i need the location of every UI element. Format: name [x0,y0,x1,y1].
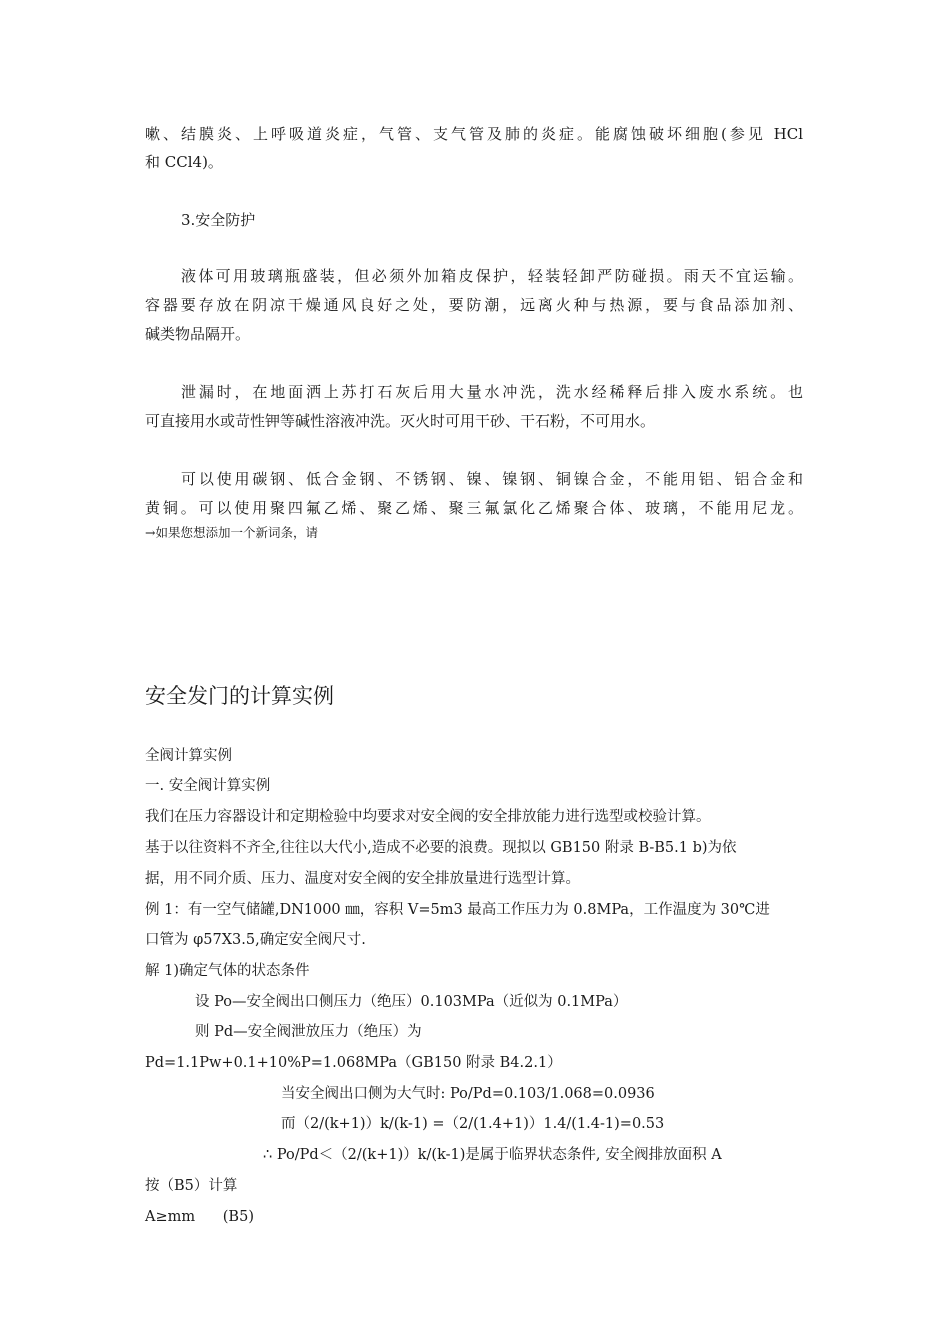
paragraph-line: 泄漏时，在地面洒上苏打石灰后用大量水冲洗，洗水经稀释后排入废水系统。也 [181,383,803,401]
text-line: 按（B5）计算 [145,1178,238,1194]
paragraph-line: 黄铜。可以使用聚四氟乙烯、聚乙烯、聚三氟氯化乙烯聚合体、玻璃，不能用尼龙。 [145,499,803,517]
text-line: 据，用不同介质、压力、温度对安全阀的安全排放量进行选型计算。 [145,871,580,887]
paragraph-line: 可直接用水或苛性钾等碱性溶液冲洗。灭火时可用干砂、干石粉，不可用水。 [145,412,656,430]
text-line: 全阀计算实例 [145,748,232,764]
text-line: 基于以往资料不齐全,往往以大代小,造成不必要的浪费。现拟以 GB150 附录 B-B5.1 b)为依 [145,840,737,856]
text-line: 我们在压力容器设计和定期检验中均要求对安全阀的安全排放能力进行选型或校验计算。 [145,809,711,825]
add-entry-link[interactable]: →如果您想添加一个新词条，请 [145,525,318,540]
paragraph-line: 液体可用玻璃瓶盛装，但必须外加箱皮保护，轻装轻卸严防碰损。雨天不宜运输。 [181,267,803,285]
text-line: 设 Po—安全阀出口侧压力（绝压）0.103MPa（近似为 0.1MPa） [195,994,628,1010]
section-heading: 3.安全防护 [181,211,256,229]
paragraph-line: 容器要存放在阴凉干燥通风良好之处，要防潮，远离火种与热源，要与食品添加剂、 [145,296,803,314]
formula-line: ∴ Po/Pd＜（2/(k+1)）k/(k-1)是属于临界状态条件, 安全阀排放面积 A [263,1147,722,1163]
paragraph-line: 和 CCl4)。 [145,153,223,171]
formula-line: A≥mm (B5) [145,1209,254,1225]
text-line: 例 1：有一空气储罐,DN1000 ㎜，容积 V=5m3 最高工作压力为 0.8MPa，工作温度为 30℃进 [145,902,770,918]
formula-line: 而（2/(k+1)）k/(k-1) =（2/(1.4+1)）1.4/(1.4-1)=0.53 [281,1116,665,1132]
page-title: 安全发门的计算实例 [145,684,334,708]
paragraph-line: 嗽、结膜炎、上呼吸道炎症，气管、支气管及肺的炎症。能腐蚀破坏细胞(参见 HCl [145,125,803,143]
formula-line: Pd=1.1Pw+0.1+10%P=1.068MPa（GB150 附录 B4.2.1） [145,1055,562,1071]
text-line: 解 1)确定气体的状态条件 [145,963,310,979]
formula-line: 当安全阀出口侧为大气时: Po/Pd=0.103/1.068=0.0936 [281,1086,655,1102]
paragraph-line: 碱类物品隔开。 [145,325,251,343]
paragraph-line: 可以使用碳钢、低合金钢、不锈钢、镍、镍钢、铜镍合金，不能用铝、铝合金和 [181,470,803,488]
text-line: 口管为 φ57X3.5,确定安全阀尺寸. [145,932,366,948]
text-line: 一. 安全阀计算实例 [145,778,271,794]
text-line: 则 Pd—安全阀泄放压力（绝压）为 [195,1024,422,1040]
